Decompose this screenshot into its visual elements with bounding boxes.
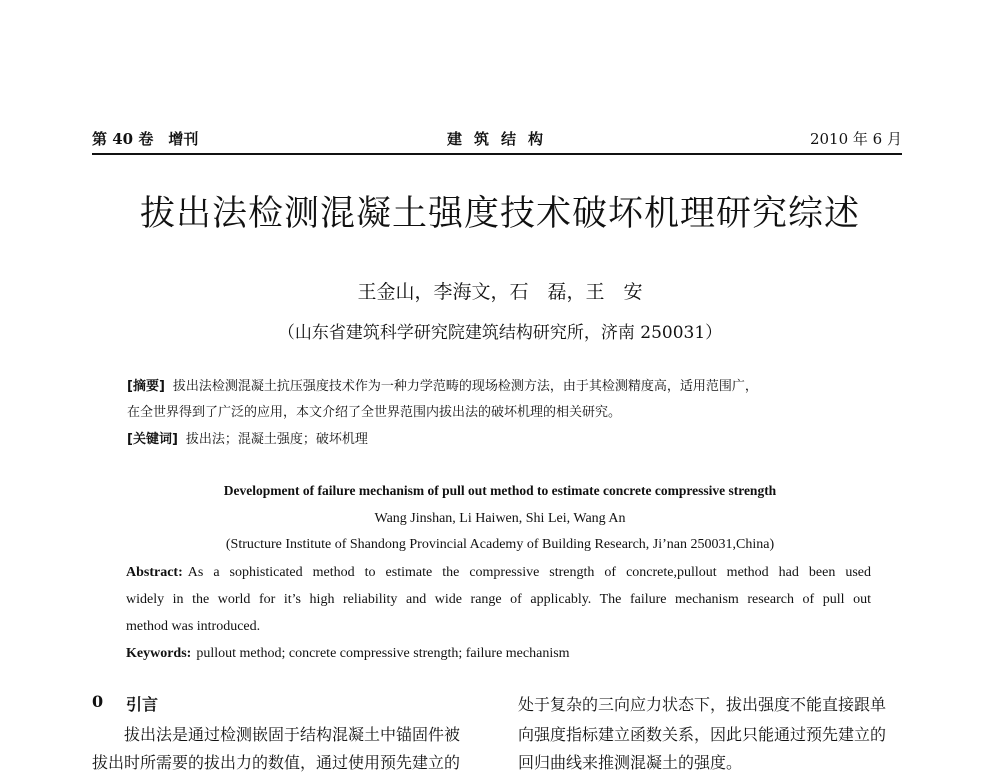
volume-issue: 第 40 卷 增刊 <box>92 130 199 148</box>
body-left-line-1: 拔出法是通过检测嵌固于结构混凝土中锚固件被 <box>124 725 461 744</box>
abstract-cn-line-2 <box>127 401 887 420</box>
abstract-cn-line-1 <box>127 375 887 394</box>
english-keywords <box>126 646 871 662</box>
keywords-cn-label: [关键词] <box>127 432 178 447</box>
english-keywords-label: Keywords: <box>126 646 192 661</box>
english-title: Development of failure mechanism of pull out method to estimate concrete compressive strength <box>223 483 777 498</box>
affiliation: （山东省建筑科学研究院建筑结构研究所，济南 250031） <box>277 323 723 343</box>
body-left-line-2: 拔出时所需要的拔出力的数值，通过使用预先建立的 <box>92 753 461 772</box>
english-affiliation: (Structure Institute of Shandong Provincial Academy of Building Research, Ji’nan 250031,China) <box>225 537 775 552</box>
english-abstract-text-1: As a sophisticated method to estimate the compressive strength of concrete,pullout method had been used <box>187 565 871 580</box>
english-abstract-line-3 <box>126 619 871 635</box>
publication-date: 2010 年 6 月 <box>809 130 902 148</box>
keywords-cn <box>127 428 887 447</box>
english-abstract-label: Abstract: <box>126 565 183 580</box>
body-right-line-1: 处于复杂的三向应力状态下，拔出强度不能直接跟单 <box>518 695 887 714</box>
journal-name: 建筑结构 <box>447 130 556 148</box>
english-keywords-text: pullout method; concrete compressive strength; failure mechanism <box>196 646 570 661</box>
body-right-line-3: 回归曲线来推测混凝土的强度。 <box>518 753 743 772</box>
english-abstract-text-3: method was introduced. <box>126 619 261 634</box>
section-number: 0 <box>92 692 104 711</box>
header-rule <box>92 153 902 155</box>
running-header <box>92 128 902 150</box>
english-authors: Wang Jinshan, Li Haiwen, Shi Lei, Wang An <box>374 511 626 526</box>
keywords-cn-text: 拔出法；混凝土强度；破坏机理 <box>185 432 368 447</box>
english-abstract-line-1 <box>126 565 871 581</box>
abstract-cn-text-2: 在全世界得到了广泛的应用，本文介绍了全世界范围内拔出法的破坏机理的相关研究。 <box>127 405 622 420</box>
section-title: 引言 <box>126 695 159 714</box>
abstract-cn-text-1: 拔出法检测混凝土抗压强度技术作为一种力学范畴的现场检测方法，由于其检测精度高，适用范围广， <box>172 379 758 394</box>
english-abstract-text-2: widely in the world for it’s high reliability and wide range of applicably. The failure mechanism research of pull out <box>126 592 871 607</box>
abstract-cn-label: [摘要] <box>127 379 165 394</box>
authors: 王金山，李海文，石 磊，王 安 <box>357 281 643 303</box>
body-right-line-2: 向强度指标建立函数关系，因此只能通过预先建立的 <box>518 725 887 744</box>
english-abstract-line-2 <box>126 592 871 608</box>
paper-title: 拔出法检测混凝土强度技术破坏机理研究综述 <box>139 194 860 234</box>
